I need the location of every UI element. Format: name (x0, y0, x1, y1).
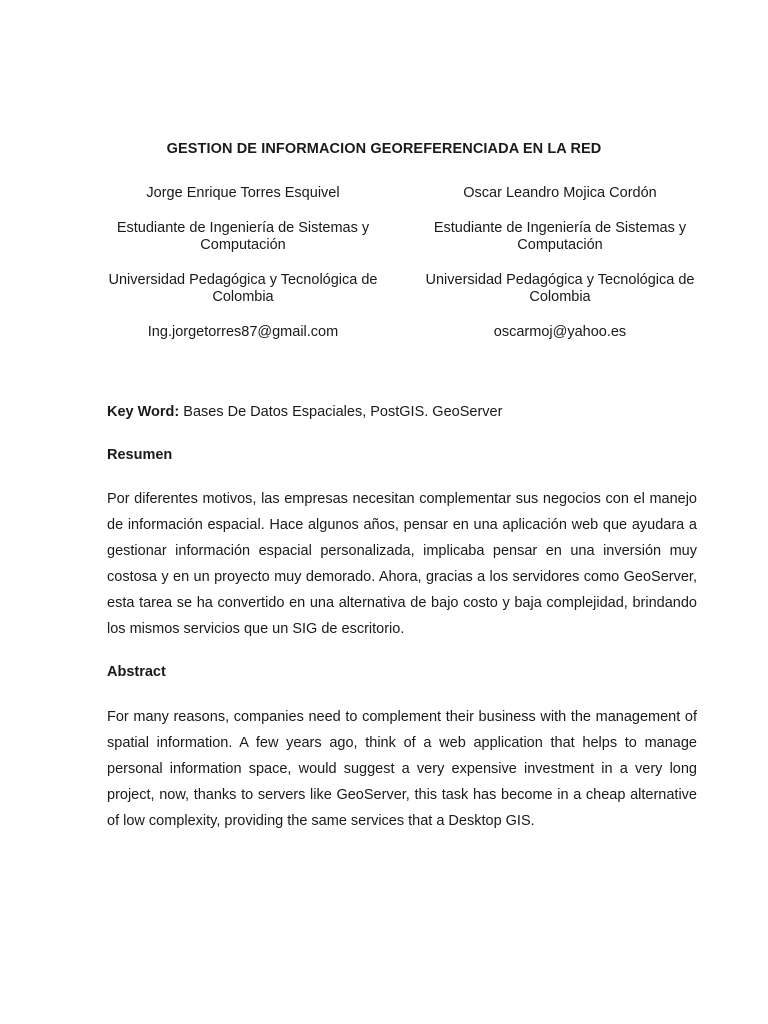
author-email: Ing.jorgetorres87@gmail.com (147, 324, 339, 340)
abstract-heading: Abstract (107, 664, 166, 680)
abstract-paragraph: For many reasons, companies need to complement their business with the management of spatial information. A few years ago, think of a web application that helps to manage personal information space, would suggest a very expensive investment in a very long project, now, thanks to servers like GeoServer, this task has become in a cheap alternative of low complexity, providing the same services that a Desktop GIS. (107, 709, 697, 829)
resumen-paragraph: Por diferentes motivos, las empresas necesitan complementar sus negocios con el manejo de información espacial. Hace algunos años, pensar en una aplicación web que ayudara a gestionar información espacial personalizada, implicaba pensar en una inversión muy costosa y en un proyecto muy demorado. Ahora, gracias a los servidores como GeoServer, esta tarea se ha convertido en una alternativa de bajo costo y baja complejidad, brindando los mismos servicios que un SIG de escritorio. (107, 491, 697, 637)
author-name: Oscar Leandro Mojica Cordón (463, 185, 657, 201)
author-block-2 (420, 185, 700, 341)
author-university: Universidad Pedagógica y Tecnológica de Colombia (425, 272, 695, 305)
resumen-heading: Resumen (107, 447, 173, 463)
author-degree: Estudiante de Ingeniería de Sistemas y Computación (433, 220, 687, 253)
keywords-label: Key Word: (107, 404, 180, 420)
keywords-line (107, 404, 697, 420)
author-university: Universidad Pedagógica y Tecnológica de Colombia (108, 272, 378, 305)
keywords-text: Bases De Datos Espaciales, PostGIS. GeoServer (179, 404, 503, 420)
author-block-1 (103, 185, 383, 341)
paper-title: GESTION DE INFORMACION GEOREFERENCIADA EN LA RED (166, 141, 602, 157)
author-email: oscarmoj@yahoo.es (493, 324, 627, 340)
author-name: Jorge Enrique Torres Esquivel (146, 185, 340, 201)
author-degree: Estudiante de Ingeniería de Sistemas y Computación (116, 220, 370, 253)
